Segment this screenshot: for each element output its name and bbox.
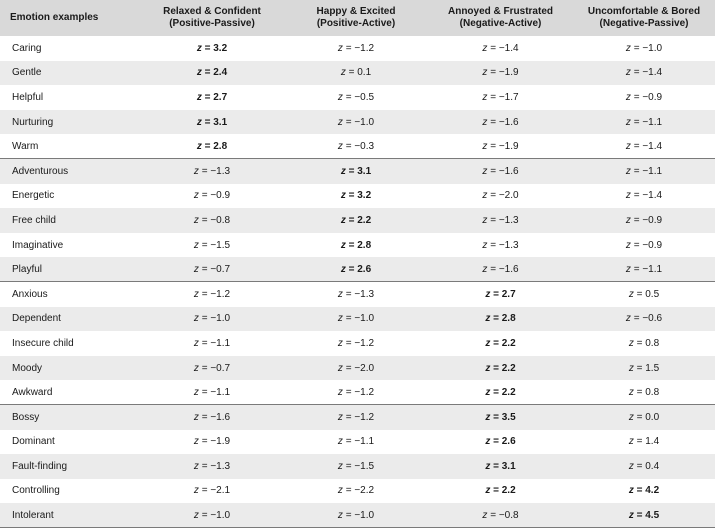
z-symbol: z: [485, 460, 491, 472]
z-symbol: z: [625, 313, 631, 325]
z-score-cell: z = −2.0: [337, 362, 375, 374]
z-value: −1.0: [642, 42, 663, 54]
z-symbol: z: [485, 411, 491, 423]
z-symbol: z: [337, 509, 343, 521]
table-row: [0, 430, 715, 455]
emotion-label: Gentle: [12, 67, 42, 79]
z-score-cell: z = 2.6: [340, 263, 372, 275]
z-value: 0.4: [645, 460, 660, 472]
z-value: 2.2: [501, 485, 516, 497]
z-score-cell: z = −1.7: [482, 91, 519, 103]
z-score-cell: z = 0.5: [573, 282, 715, 307]
z-value: −1.9: [498, 67, 519, 79]
z-value: −0.5: [354, 91, 375, 103]
z-score-cell: z = −1.0: [193, 313, 231, 325]
z-score-cell: z = −1.2: [337, 386, 375, 398]
z-score-cell: z = −1.9: [482, 67, 519, 79]
z-value: −0.6: [642, 313, 663, 325]
z-value: −0.3: [354, 140, 375, 152]
z-score-cell: z = −0.6: [625, 313, 663, 325]
z-value: −1.2: [354, 386, 375, 398]
z-value: 3.2: [357, 190, 372, 202]
z-value: −1.0: [354, 313, 375, 325]
z-value: −0.9: [642, 239, 663, 251]
z-value: 0.1: [357, 67, 372, 79]
z-score-cell: z = −1.2: [337, 42, 375, 54]
z-symbol: z: [193, 214, 199, 226]
z-value: −0.8: [498, 509, 519, 521]
z-score-cell: z = −1.1: [625, 263, 663, 275]
z-value: −0.9: [642, 91, 663, 103]
z-score-cell: z = 2.2: [340, 214, 372, 226]
z-symbol: z: [625, 239, 631, 251]
z-score-cell: z = −1.3: [482, 214, 519, 226]
z-value: −0.9: [642, 214, 663, 226]
z-symbol: z: [482, 239, 488, 251]
z-score-cell: z = −1.1: [573, 159, 715, 184]
z-symbol: z: [196, 116, 202, 128]
z-symbol: z: [628, 509, 634, 521]
z-symbol: z: [628, 460, 634, 472]
table-row: [0, 134, 715, 159]
z-symbol: z: [482, 190, 488, 202]
emotion-label: Warm: [12, 140, 39, 152]
z-score-cell: z = 2.2: [485, 485, 516, 497]
z-symbol: z: [337, 485, 343, 497]
z-score-cell: z = −1.5: [337, 460, 375, 472]
z-symbol: z: [628, 386, 634, 398]
z-symbol: z: [628, 411, 634, 423]
z-score-cell: z = −1.0: [337, 116, 375, 128]
z-score-cell: z = 2.2: [485, 362, 516, 374]
table-row: [0, 85, 715, 110]
z-value: −0.8: [210, 214, 231, 226]
z-score-cell: z = 0.4: [628, 460, 660, 472]
z-value: −1.4: [642, 67, 663, 79]
z-symbol: z: [337, 140, 343, 152]
z-score-cell: z = −1.9: [482, 140, 519, 152]
z-value: −2.2: [354, 485, 375, 497]
z-value: −0.7: [210, 362, 231, 374]
z-score-cell: z = −1.9: [193, 436, 231, 448]
z-value: −1.2: [354, 411, 375, 423]
z-score-cell: z = 3.1: [485, 460, 516, 472]
z-value: 2.2: [357, 214, 372, 226]
z-symbol: z: [482, 67, 488, 79]
z-symbol: z: [485, 436, 491, 448]
z-score-cell: z = −0.7: [193, 263, 231, 275]
z-symbol: z: [482, 91, 488, 103]
z-symbol: z: [337, 460, 343, 472]
header-text: Relaxed & Confident (Positive-Passive): [163, 6, 261, 29]
z-symbol: z: [628, 436, 634, 448]
z-symbol: z: [485, 337, 491, 349]
z-symbol: z: [485, 386, 491, 398]
z-score-cell: z = −1.0: [284, 503, 428, 528]
emotion-label: Anxious: [0, 282, 140, 307]
z-score-cell: z = −0.9: [193, 190, 231, 202]
z-value: −1.5: [210, 239, 231, 251]
z-symbol: z: [193, 386, 199, 398]
z-symbol: z: [340, 214, 346, 226]
table-row: [0, 405, 715, 430]
z-value: 3.1: [501, 460, 516, 472]
z-value: 0.8: [645, 386, 660, 398]
z-symbol: z: [625, 190, 631, 202]
z-value: −1.1: [354, 436, 375, 448]
z-value: −1.0: [210, 313, 231, 325]
table-row: [0, 282, 715, 307]
emotion-label: Energetic: [12, 190, 55, 202]
z-score-cell: z = −0.9: [625, 239, 663, 251]
table-row: [0, 454, 715, 479]
z-value: −2.1: [210, 485, 231, 497]
z-score-cell: z = 4.5: [573, 503, 715, 528]
z-symbol: z: [337, 436, 343, 448]
z-score-cell: z = 1.5: [628, 362, 660, 374]
z-symbol: z: [482, 166, 488, 178]
z-value: −1.4: [498, 42, 519, 54]
column-header-relaxed-confident: [140, 0, 284, 36]
z-symbol: z: [482, 263, 488, 275]
z-score-cell: z = −0.8: [428, 503, 573, 528]
z-value: −1.1: [210, 337, 231, 349]
z-symbol: z: [628, 485, 634, 497]
z-symbol: z: [625, 116, 631, 128]
table-body: [0, 36, 715, 528]
z-score-cell: z = −1.6: [428, 159, 573, 184]
table-row: [0, 159, 715, 184]
emotion-label: Playful: [12, 263, 43, 275]
z-value: 2.4: [213, 67, 228, 79]
z-value: 2.8: [501, 313, 516, 325]
z-value: 2.6: [357, 263, 372, 275]
z-score-cell: z = −1.6: [140, 405, 284, 430]
z-score-cell: z = −1.3: [140, 159, 284, 184]
z-symbol: z: [337, 116, 343, 128]
z-score-cell: z = 2.4: [196, 67, 228, 79]
z-symbol: z: [337, 313, 343, 325]
z-symbol: z: [193, 485, 199, 497]
z-value: −2.0: [354, 362, 375, 374]
z-symbol: z: [628, 288, 634, 300]
table-row: [0, 503, 715, 528]
z-value: 0.0: [645, 411, 660, 423]
z-value: 2.8: [213, 140, 228, 152]
emotion-label: Free child: [12, 214, 56, 226]
z-value: 2.7: [501, 288, 516, 300]
z-value: −1.2: [354, 337, 375, 349]
table-row: [0, 479, 715, 504]
emotion-label: Dominant: [12, 436, 55, 448]
emotion-label: Helpful: [12, 91, 44, 103]
z-score-cell: z = −1.2: [140, 282, 284, 307]
z-symbol: z: [482, 42, 488, 54]
z-symbol: z: [340, 166, 346, 178]
z-score-cell: z = −1.1: [193, 386, 231, 398]
z-value: −1.1: [642, 263, 663, 275]
z-score-cell: z = −1.0: [337, 313, 375, 325]
emotion-label: Caring: [12, 42, 42, 54]
z-score-cell: z = −1.4: [625, 140, 663, 152]
z-value: −1.6: [498, 263, 519, 275]
z-symbol: z: [337, 362, 343, 374]
z-score-cell: z = −0.5: [337, 91, 375, 103]
z-score-cell: z = 0.0: [573, 405, 715, 430]
z-score-cell: z = −1.3: [284, 282, 428, 307]
z-symbol: z: [625, 263, 631, 275]
z-score-cell: z = −1.6: [482, 116, 519, 128]
z-symbol: z: [337, 288, 343, 300]
z-score-cell: z = 0.8: [628, 386, 660, 398]
z-value: 0.8: [645, 337, 660, 349]
z-symbol: z: [196, 91, 202, 103]
z-symbol: z: [337, 386, 343, 398]
header-text: Uncomfortable & Bored (Negative-Passive): [587, 6, 701, 29]
z-symbol: z: [482, 140, 488, 152]
z-value: −1.0: [354, 116, 375, 128]
z-symbol: z: [193, 362, 199, 374]
z-value: −1.3: [498, 214, 519, 226]
emotion-label: Imaginative: [12, 239, 64, 251]
z-value: −1.3: [210, 460, 231, 472]
z-value: 1.4: [645, 436, 660, 448]
z-symbol: z: [625, 91, 631, 103]
emotion-label: Intolerant: [0, 503, 140, 528]
column-header-happy-excited: [284, 0, 428, 36]
z-score-cell: z = 0.8: [628, 337, 660, 349]
z-value: −1.9: [498, 140, 519, 152]
z-value: 3.1: [357, 166, 372, 178]
z-symbol: z: [193, 288, 199, 300]
z-symbol: z: [193, 263, 199, 275]
z-score-cell: z = 2.2: [485, 337, 516, 349]
z-score-cell: z = −1.3: [482, 239, 519, 251]
z-symbol: z: [625, 166, 631, 178]
z-value: −1.3: [354, 288, 375, 300]
z-value: −1.6: [210, 411, 231, 423]
z-value: −1.7: [498, 91, 519, 103]
column-header-uncomfortable-bored: [573, 0, 715, 36]
z-score-cell: z = −0.9: [625, 91, 663, 103]
z-score-cell: z = 2.7: [428, 282, 573, 307]
z-symbol: z: [193, 313, 199, 325]
z-symbol: z: [193, 509, 199, 521]
z-symbol: z: [193, 190, 199, 202]
z-symbol: z: [625, 67, 631, 79]
z-score-cell: z = −1.4: [625, 67, 663, 79]
z-score-cell: z = 3.1: [284, 159, 428, 184]
header-text: Annoyed & Frustrated (Negative-Active): [447, 6, 553, 29]
z-score-cell: z = −1.3: [193, 460, 231, 472]
table-row: [0, 110, 715, 135]
z-score-cell: z = 2.8: [485, 313, 516, 325]
z-value: −0.9: [210, 190, 231, 202]
table-row: [0, 356, 715, 381]
table-row: [0, 233, 715, 258]
z-symbol: z: [196, 67, 202, 79]
table-row: [0, 331, 715, 356]
z-value: 0.5: [645, 288, 660, 300]
table-row: [0, 307, 715, 332]
z-symbol: z: [193, 436, 199, 448]
column-header-annoyed-frustrated: [428, 0, 573, 36]
z-score-cell: z = 2.7: [196, 91, 228, 103]
z-score-cell: z = −1.6: [482, 263, 519, 275]
z-symbol: z: [485, 288, 491, 300]
z-score-cell: z = 3.2: [196, 42, 228, 54]
z-symbol: z: [337, 337, 343, 349]
z-value: −1.0: [354, 509, 375, 521]
z-score-cell: z = 1.4: [628, 436, 660, 448]
z-symbol: z: [193, 337, 199, 349]
emotion-label: Insecure child: [12, 337, 74, 349]
z-symbol: z: [482, 509, 488, 521]
z-symbol: z: [340, 190, 346, 202]
z-value: −1.3: [498, 239, 519, 251]
z-score-cell: z = 2.6: [485, 436, 516, 448]
table-row: [0, 36, 715, 61]
z-score-cell: z = 3.5: [428, 405, 573, 430]
z-value: 3.1: [213, 116, 228, 128]
z-score-cell: z = −1.2: [284, 405, 428, 430]
z-value: 4.5: [645, 509, 660, 521]
z-value: 2.7: [213, 91, 228, 103]
emotion-label: Dependent: [12, 313, 61, 325]
z-symbol: z: [485, 362, 491, 374]
z-value: −1.6: [498, 166, 519, 178]
z-value: −1.5: [354, 460, 375, 472]
z-score-cell: z = −1.5: [193, 239, 231, 251]
z-symbol: z: [625, 214, 631, 226]
z-score-cell: z = −1.2: [337, 337, 375, 349]
z-value: 3.5: [501, 411, 516, 423]
z-symbol: z: [482, 116, 488, 128]
z-symbol: z: [625, 140, 631, 152]
emotion-label: Bossy: [0, 405, 140, 430]
z-symbol: z: [193, 239, 199, 251]
z-value: −1.6: [498, 116, 519, 128]
z-score-cell: z = 3.1: [196, 116, 228, 128]
z-score-cell: z = 2.2: [485, 386, 516, 398]
z-symbol: z: [628, 337, 634, 349]
table-row: [0, 257, 715, 282]
emotion-label: Fault-finding: [12, 460, 68, 472]
z-value: −0.7: [210, 263, 231, 275]
z-value: −1.1: [642, 166, 663, 178]
z-symbol: z: [485, 313, 491, 325]
z-score-cell: z = −0.9: [625, 214, 663, 226]
table-row: [0, 184, 715, 209]
z-value: 3.2: [213, 42, 228, 54]
z-value: 2.2: [501, 337, 516, 349]
emotion-label: Moody: [12, 362, 43, 374]
z-symbol: z: [193, 411, 199, 423]
z-score-cell: z = −1.0: [625, 42, 663, 54]
z-value: 2.2: [501, 386, 516, 398]
z-score-cell: z = 3.2: [340, 190, 372, 202]
z-score-cell: z = −2.1: [193, 485, 231, 497]
z-symbol: z: [196, 140, 202, 152]
z-score-cell: z = −1.4: [625, 190, 663, 202]
z-symbol: z: [485, 485, 491, 497]
z-score-cell: z = 0.1: [340, 67, 372, 79]
z-symbol: z: [193, 166, 199, 178]
z-value: 2.2: [501, 362, 516, 374]
z-symbol: z: [628, 362, 634, 374]
z-value: −1.4: [642, 140, 663, 152]
z-symbol: z: [337, 91, 343, 103]
z-score-cell: z = −1.4: [482, 42, 519, 54]
z-value: 2.8: [357, 239, 372, 251]
table-header-row: [0, 0, 715, 36]
z-symbol: z: [482, 214, 488, 226]
table-row: [0, 61, 715, 86]
z-value: −1.2: [354, 42, 375, 54]
z-value: 1.5: [645, 362, 660, 374]
emotion-label: Awkward: [12, 386, 53, 398]
z-score-cell: z = 2.8: [196, 140, 228, 152]
column-header-emotion-examples: Emotion examples: [10, 12, 99, 23]
z-value: −1.2: [210, 288, 231, 300]
z-symbol: z: [337, 411, 343, 423]
z-score-cell: z = 2.8: [340, 239, 372, 251]
z-score-cell: z = −0.8: [193, 214, 231, 226]
table-row: [0, 380, 715, 405]
header-text: Happy & Excited (Positive-Active): [316, 6, 396, 29]
emotion-label: Controlling: [12, 485, 60, 497]
z-symbol: z: [340, 67, 346, 79]
z-symbol: z: [196, 42, 202, 54]
z-symbol: z: [337, 42, 343, 54]
table-row: [0, 208, 715, 233]
z-value: −1.1: [210, 386, 231, 398]
z-score-cell: z = −1.1: [337, 436, 375, 448]
z-symbol: z: [625, 42, 631, 54]
z-score-cell: z = −1.1: [625, 116, 663, 128]
z-symbol: z: [340, 263, 346, 275]
z-value: −1.0: [210, 509, 231, 521]
z-value: −1.9: [210, 436, 231, 448]
z-symbol: z: [193, 460, 199, 472]
z-score-cell: z = −1.0: [140, 503, 284, 528]
emotion-label: Adventurous: [0, 159, 140, 184]
z-score-cell: z = 4.2: [628, 485, 660, 497]
z-value: −1.3: [210, 166, 231, 178]
z-score-cell: z = −1.1: [193, 337, 231, 349]
z-value: 2.6: [501, 436, 516, 448]
z-value: −1.4: [642, 190, 663, 202]
z-value: −2.0: [498, 190, 519, 202]
emotion-label: Nurturing: [12, 116, 54, 128]
z-score-cell: z = −2.2: [337, 485, 375, 497]
z-symbol: z: [340, 239, 346, 251]
z-score-cell: z = −0.3: [337, 140, 375, 152]
z-score-cell: z = −2.0: [482, 190, 519, 202]
z-score-cell: z = −0.7: [193, 362, 231, 374]
z-value: −1.1: [642, 116, 663, 128]
z-value: 4.2: [645, 485, 660, 497]
